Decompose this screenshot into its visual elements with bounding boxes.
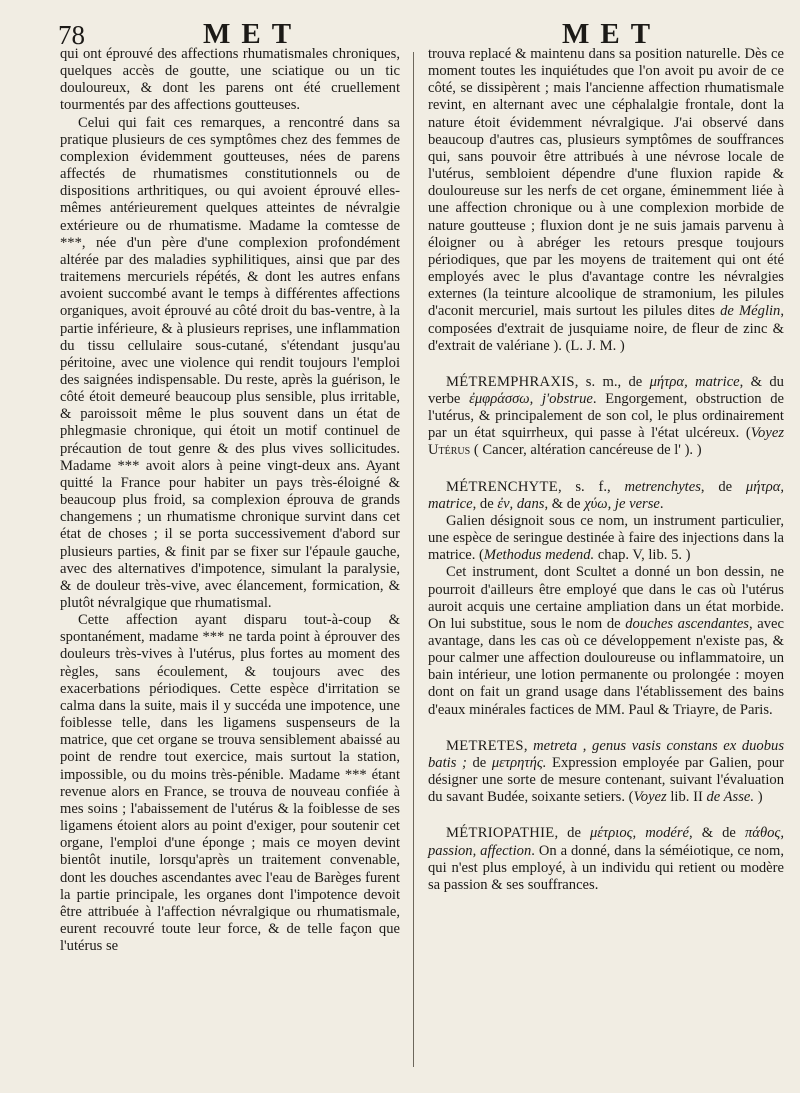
text: ( Cancer, altération cancéreuse de l' ). ) [473,442,702,459]
page-number: 78 [58,20,85,50]
entry-body [428,738,784,807]
entry-headword: METRETES [446,737,524,754]
greek-word: ἐμφράσσω, [469,390,534,407]
italic-text: dans [516,495,545,512]
italic-text: modéré [645,825,690,842]
greek-word: μήτρα, [649,373,688,390]
text: , & de [689,825,736,842]
entry-body [428,479,784,513]
text: , & de [544,495,581,512]
text: , s. f., [557,478,611,495]
italic-text: passion, affection [428,842,532,859]
text: , s. m., de [574,373,643,390]
text: , de [700,478,733,495]
entry-metrenchyte [428,472,784,719]
left-column [60,46,400,955]
text: de [472,754,487,771]
text: , [523,737,528,754]
paragraph: qui ont éprouvé des affections rhumatismales chroniques, quelques accès de goutte, une sciatique ou un tic douloureux, & dont les parens ont été cruellement tourmentés par des affections goutteuses. [60,46,400,114]
italic-text: de Asse. [706,789,755,806]
text: , composées d'extrait de jusquiame noire, de fleur de zinc & d'extrait de valériane ). (L. J. M. ) [428,303,785,354]
entry-metriopathie [428,818,784,894]
greek-word: μετρητής. [491,754,547,771]
running-head-left: MET [203,18,303,50]
text: , de [472,495,494,512]
text: Cet instrument, dont Scultet a donné un bon dessin, ne pourroit d'ailleurs être employé que dans le cas où l'utérus auroit acquis une certaine ampliation dans un état morbide. On lui substitue, sous le nom de [428,564,784,632]
text: . Engorgement, obstruction de l'utérus, & principalement de son col, le plus ordinairement par un état squirrheux, qui passe à l'état ulcéreux. ( [428,390,784,442]
italic-text: Voyez [633,789,667,806]
italic-text: matrice [695,373,740,390]
entry-metretes [428,731,784,807]
text: Expression employée par Galien, pour désigner une sorte de mesure contenant, suivant l'évaluation du savant Budée, soixante setiers. ( [428,754,784,806]
paragraph: Cette affection ayant disparu tout-à-coup & spontanément, madame *** ne tarda point à éprouver des douleurs très-vives à l'utérus, plus fortes au moment des règles, sans écoulement, & toujours avec des exacerbations périodiques. Cette espèce d'irritation se calma dans la suite, mais il y succéda une impotence, une foiblesse telle, dans les ligamens suspenseurs de la matrice, que cet organe se trouva sensiblement abaissé au point de rendre tout exercice, mais surtout la station, impossible, ou du moins très-pénible. Madame *** étant revenue alors en France, se trouva de nouveau confiée à mes soins ; l'abaissement de l'utérus & la foiblesse de ses ligamens étoient alors au point d'exiger, pour soutenir cet organe, l'emploi d'une éponge ; mais ce moyen devint bientôt inutile, lorsqu'après un traitement convenable, dont les douches ascendantes avec l'eau de Barèges furent la partie principale, les organes dont l'impotence devoit être attribuée à l'affection névralgique ou rhumatismale, eurent recouvré toute leur force, & de telle façon que l'utérus se [60,612,400,955]
italic-text: metreta , genus vasis constans ex duobus batis ; [428,737,784,771]
text: ) [757,789,763,806]
italic-text: Voyez [750,425,784,442]
right-column [428,46,784,894]
cross-reference: Utérus [428,442,471,459]
entry-body [428,825,784,894]
paragraph [428,46,784,355]
greek-word: μέτριος, [589,825,637,842]
italic-text: j'obstrue [541,390,593,407]
column-divider [413,52,414,1067]
entry-body [428,374,784,460]
text: . [659,495,664,512]
text: lib. II [670,789,703,806]
entry-headword: MÉTRENCHYTE [446,478,558,495]
italic-text: je verse [614,495,660,512]
text: Galien désignoit sous ce nom, un instrument particulier, une espèce de seringue destinée à faire des injections dans la matrice. ( [428,512,784,564]
italic-text: de Méglin [720,303,781,320]
greek-word: χύω, [584,495,612,512]
italic-text: douches ascendantes [625,615,749,632]
entry-headword: MÉTRIOPATHIE [446,825,555,842]
running-head-right: MET [562,18,662,50]
entry-headword: MÉTREMPHRAXIS [446,373,575,390]
text: , de [554,825,581,842]
greek-word: μήτρα, [745,478,785,495]
paragraph: Celui qui fait ces remarques, a rencontré dans sa pratique plusieurs de ces symptômes chez des femmes de complexion évidemment goutteuses, nées de parens affectés de rhumatismes constitutionnels ou de dispositions arthritiques, ou qui avoient éprouvé elles-mêmes antérieurement quelques atteintes de névralgie extérieure ou de rhumatisme. Madame la comtesse de ***, née d'un père d'une complexion profondément altérée par des maladies syphilitiques, ainsi que par des traitemens mercuriels répétés, & dont les autres enfans avoient succombé avant le temps à différentes affections organiques, avoit éprouvé au côté droit du bas-ventre, à la partie inférieure, & à plusieurs reprises, une inflammation du tissu cellulaire sous-cutané, s'étendant jusqu'au péritoine, avec une violence qui rendit toujours l'emploi des saignées indispensable. Du reste, après la guérison, le côté étoit demeuré beaucoup plus sensible, plus irritable, & paroissoit même le plus souvent dans un état de phlegmasie chronique, qui étoit un motif continuel de précaution de tout genre & des plus vives sollicitudes. Madame *** avoit alors à peine vingt-deux ans. Ayant quitté la France pour habiter un pays très-éloigné & beaucoup plus froid, sa complexion éprouva de grands changemens ; un rhumatisme chronique survint dans cet état de choses ; il se porta successivement d'abord sur plusieurs parties, & finit par se fixer sur l'épaule gauche, avec des alternatives d'impotence, simulant la paralysie, & de douleur très-vive, avec élancement, formication, & plutôt névralgique que rhumatismal. [60,114,400,611]
greek-word: πάθος, [744,825,784,842]
italic-text: matrice [428,495,473,512]
entry-metremphraxis [428,367,784,460]
text: trouva replacé & maintenu dans sa position naturelle. Dès ce moment toutes les inquiétudes que l'on avoit pu avoir de ce côté, se dissipèrent ; mais l'ancienne affection rhumatismale revint, en alternant avec une céphalalgie frontale, dont la nature étoit évidemment névralgique. J'ai observé dans beaucoup d'autres cas, plusieurs symptômes de souffrances qui, sans pouvoir être attribués à une névrose locale de l'utérus, sembloient dépendre d'une fluxion rapide & douloureuse sur les nerfs de cet organe, éminemment liée à une affection chronique ou à une complexion morbide de nature goutteuse ; fluxion dont je ne suis jamais parvenu à éloigner ou à abréger les retours presque toujours périodiques, que par les moyens de traitement qui ont été employés avec le plus d'avantage contre les névralgies externes (la teinture alcoolique de stramonium, les pilules d'aconit mercuriel, mais surtout les pilules dites [428,46,784,320]
text: chap. V, lib. 5. ) [597,547,691,564]
greek-word: ἐν, [497,495,514,512]
italic-text: metrenchytes [624,478,701,495]
text: , & du verbe [428,373,784,407]
text: . On a donné, dans la séméiotique, ce nom, qui n'est plus employé, à un individu qui retient ou modère sa passion & ses souffrances. [428,842,784,893]
italic-text: Methodus medend. [483,547,595,564]
paragraph [428,564,784,718]
paragraph [428,513,784,564]
text: , avec avantage, dans les cas où ce développement n'existe pas, & pour calmer une affection douloureuse ou inflammatoire, un bain intérieur, une lotion permanente ou prolongée : moyen dont on fait un grand usage dans l'établissement des bains d'eaux minérales factices de MM. Paul & Triayre, de Paris. [428,615,784,718]
